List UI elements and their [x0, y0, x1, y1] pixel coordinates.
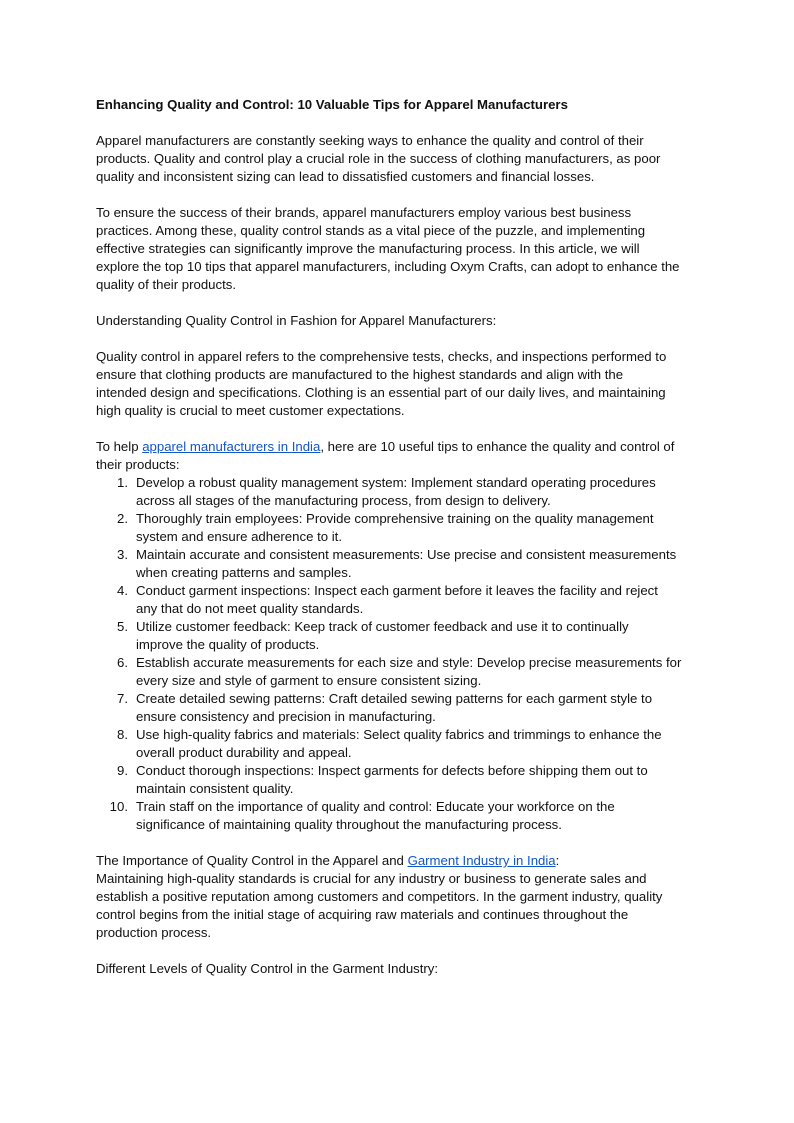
- text-line: Apparel manufacturers are constantly seeking ways to enhance the quality and control of their: [96, 133, 644, 148]
- text-line: when creating patterns and samples.: [136, 565, 352, 580]
- list-number: 5.: [117, 619, 128, 634]
- list-item: [96, 474, 716, 510]
- section-heading: [96, 852, 716, 870]
- text-line: high quality is crucial to meet customer expectations.: [96, 403, 405, 418]
- text-line: Create detailed sewing patterns: Craft detailed sewing patterns for each garment style to: [136, 691, 653, 706]
- text-line: overall product durability and appeal.: [136, 745, 352, 760]
- list-item-text: [136, 618, 629, 654]
- text-line: products. Quality and control play a crucial role in the success of clothing manufacturers, as poor: [96, 151, 661, 166]
- list-item: [96, 654, 716, 690]
- text-line: Use high-quality fabrics and materials: Select quality fabrics and trimmings to enhance the: [136, 727, 662, 742]
- text-line: Establish accurate measurements for each size and style: Develop precise measurements for: [136, 655, 682, 670]
- list-item: [96, 798, 716, 834]
- list-item: [96, 582, 716, 618]
- text-line: ensure that clothing products are manufactured to the highest standards and align with the: [96, 367, 624, 382]
- garment-industry-link[interactable]: Garment Industry in India: [407, 853, 556, 868]
- text-line: Conduct garment inspections: Inspect each garment before it leaves the facility and reject: [136, 583, 658, 598]
- list-item-text: [136, 798, 615, 834]
- text: , here are 10 useful tips to enhance the quality and control of: [320, 439, 675, 454]
- text-line: Conduct thorough inspections: Inspect garments for defects before shipping them out to: [136, 763, 648, 778]
- text-line: Train staff on the importance of quality and control: Educate your workforce on the: [136, 799, 615, 814]
- text-line: Develop a robust quality management system: Implement standard operating procedures: [136, 475, 656, 490]
- paragraph-3: [96, 348, 716, 420]
- intro-paragraph: [96, 132, 716, 186]
- text-line: across all stages of the manufacturing process, from design to delivery.: [136, 493, 551, 508]
- text: :: [555, 853, 560, 868]
- list-item: [96, 510, 716, 546]
- list-number: 4.: [117, 583, 128, 598]
- list-number: 10.: [109, 799, 128, 814]
- text-line: quality of their products.: [96, 277, 237, 292]
- text-line: Maintain accurate and consistent measurements: Use precise and consistent measurements: [136, 547, 677, 562]
- list-item: [96, 690, 716, 726]
- section-heading: Understanding Quality Control in Fashion for Apparel Manufacturers:: [96, 313, 497, 328]
- text: To help: [96, 439, 143, 454]
- text-line: practices. Among these, quality control stands as a vital piece of the puzzle, and implementing: [96, 223, 646, 238]
- text-line: their products:: [96, 457, 180, 472]
- text-line: intended design and specifications. Clothing is an essential part of our daily lives, and maintaining: [96, 385, 666, 400]
- text-line: control begins from the initial stage of acquiring raw materials and continues throughout the: [96, 907, 629, 922]
- list-item-text: [136, 690, 652, 726]
- section-heading: Different Levels of Quality Control in the Garment Industry:: [96, 961, 439, 976]
- list-number: 3.: [117, 547, 128, 562]
- list-item: [96, 726, 716, 762]
- text-line: Thoroughly train employees: Provide comprehensive training on the quality management: [136, 511, 654, 526]
- list-number: 8.: [117, 727, 128, 742]
- apparel-manufacturers-link[interactable]: apparel manufacturers in India: [142, 439, 321, 454]
- paragraph-2: [96, 204, 716, 294]
- text-line: every size and style of garment to ensure consistent sizing.: [136, 673, 482, 688]
- text-line: Quality control in apparel refers to the comprehensive tests, checks, and inspections performed to: [96, 349, 667, 364]
- list-item-text: [136, 474, 656, 510]
- text-line: ensure consistency and precision in manufacturing.: [136, 709, 436, 724]
- text-line: [96, 438, 716, 456]
- paragraph-5: [96, 870, 716, 942]
- text-line: significance of maintaining quality throughout the manufacturing process.: [136, 817, 562, 832]
- text-line: maintain consistent quality.: [136, 781, 294, 796]
- list-item-text: [136, 582, 658, 618]
- tips-list: [96, 474, 716, 834]
- list-item: [96, 618, 716, 654]
- text-line: effective strategies can significantly improve the manufacturing process. In this article, we will: [96, 241, 640, 256]
- document-page: [96, 96, 716, 978]
- list-number: 9.: [117, 763, 128, 778]
- text-line: improve the quality of products.: [136, 637, 320, 652]
- list-number: 1.: [117, 475, 128, 490]
- list-item-text: [136, 654, 681, 690]
- text-line: Utilize customer feedback: Keep track of customer feedback and use it to continually: [136, 619, 629, 634]
- text-line: quality and inconsistent sizing can lead to dissatisfied customers and financial losses.: [96, 169, 595, 184]
- text-line: explore the top 10 tips that apparel manufacturers, including Oxym Crafts, can adopt to enhance the: [96, 259, 680, 274]
- text-line: production process.: [96, 925, 212, 940]
- list-item: [96, 762, 716, 798]
- text: The Importance of Quality Control in the Apparel and: [96, 853, 408, 868]
- list-item-text: [136, 762, 648, 798]
- list-item-text: [136, 546, 676, 582]
- text-line: establish a positive reputation among customers and competitors. In the garment industry, quality: [96, 889, 663, 904]
- list-item-text: [136, 726, 662, 762]
- paragraph-4: [96, 438, 716, 474]
- text-line: Maintaining high-quality standards is crucial for any industry or business to generate sales and: [96, 871, 647, 886]
- list-item-text: [136, 510, 654, 546]
- list-item: [96, 546, 716, 582]
- list-number: 6.: [117, 655, 128, 670]
- document-title: Enhancing Quality and Control: 10 Valuable Tips for Apparel Manufacturers: [96, 97, 568, 112]
- text-line: system and ensure adherence to it.: [136, 529, 342, 544]
- text-line: To ensure the success of their brands, apparel manufacturers employ various best business: [96, 205, 632, 220]
- list-number: 7.: [117, 691, 128, 706]
- text-line: any that do not meet quality standards.: [136, 601, 364, 616]
- list-number: 2.: [117, 511, 128, 526]
